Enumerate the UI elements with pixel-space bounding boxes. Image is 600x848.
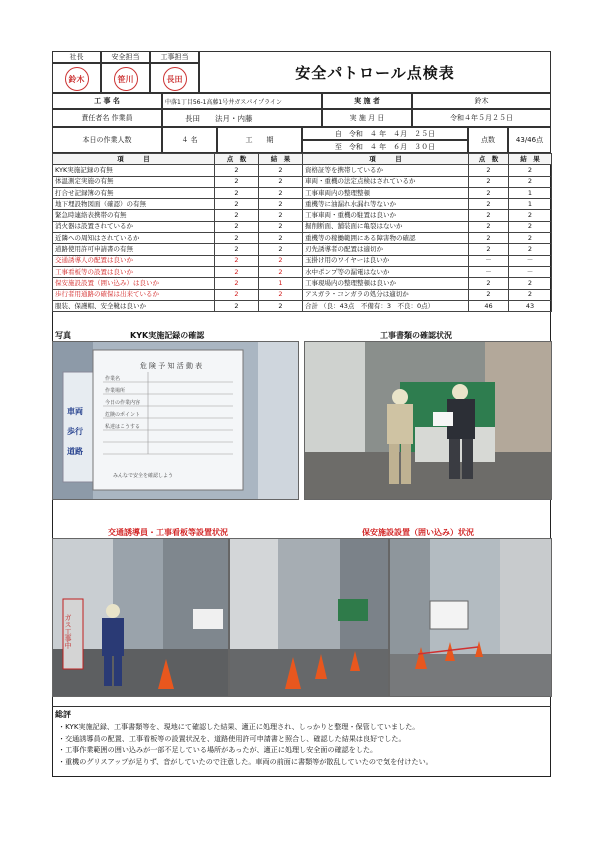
page-title: 安全パトロール点検表	[199, 51, 551, 93]
check-item-score: 2	[469, 176, 509, 187]
score-label: 点数	[468, 127, 508, 153]
table-row	[303, 244, 552, 255]
table-row	[53, 221, 303, 232]
board-row: 危険のポイント	[105, 412, 141, 418]
table-row	[303, 176, 552, 187]
check-item-label: 保安施設設置（囲い込み）は良いか	[53, 278, 215, 289]
photo-caption-documents: 工事書類の確認状況	[380, 331, 452, 340]
check-item-score: 2	[215, 176, 259, 187]
table-row	[53, 199, 303, 210]
board-row: 作業場所	[105, 388, 126, 394]
period-to: 至 令和 ４ 年 ６月 ３０日	[302, 140, 468, 153]
role-safety: 安全担当	[101, 51, 150, 63]
safety-enclosure-illustration	[390, 539, 551, 696]
total-row	[303, 300, 552, 311]
summary-line: ・重機のグリスアップが足りず、音がしていたので注意した。車両の前面に書類等が散乱していたので気を付けたい。	[58, 756, 433, 766]
table-row	[303, 221, 552, 232]
check-item-result: 2	[259, 165, 303, 176]
photo-document-check	[304, 341, 552, 500]
check-item-label: 地下埋設物図面（確認）の有無	[53, 199, 215, 210]
check-item-score: 2	[215, 221, 259, 232]
check-item-label: 重機等に油漏れ水漏れ等ないか	[303, 199, 469, 210]
check-item-score: 2	[215, 266, 259, 277]
summary-line: ・KYK実施記録、工事書類等を、現地にて確認した結果、適正に処理され、しっかりと整理・保管していました。	[58, 722, 420, 731]
photo-caption-traffic: 交通誘導員・工事看板等設置状況	[108, 528, 228, 537]
check-item-label: 工事車両内の整理整頓	[303, 187, 469, 198]
header-result: 結 果	[259, 154, 303, 165]
header-result: 結 果	[509, 154, 552, 165]
check-item-score: －	[469, 255, 509, 266]
check-item-label: 服装、保護帽、安全靴は良いか	[53, 300, 215, 311]
header-score: 点 数	[469, 154, 509, 165]
date-label: 実 施 月 日	[322, 109, 412, 127]
check-item-result: 2	[259, 300, 303, 311]
photo-safety-enclosure	[389, 538, 552, 697]
total-score: 46	[469, 300, 509, 311]
stamp-seal: 笹川	[114, 67, 138, 91]
total-result: 43	[509, 300, 552, 311]
check-item-result: 2	[259, 266, 303, 277]
summary-heading: 総評	[55, 710, 71, 719]
table-row	[303, 165, 552, 176]
check-item-result: －	[509, 266, 552, 277]
board-keyword: 車両	[67, 407, 83, 416]
check-item-score: －	[469, 266, 509, 277]
check-item-result: 2	[509, 165, 552, 176]
check-item-score: 2	[469, 233, 509, 244]
check-item-label: 玉掛け用のワイヤーは良いか	[303, 255, 469, 266]
check-item-score: 2	[469, 210, 509, 221]
table-row	[53, 233, 303, 244]
table-row	[53, 278, 303, 289]
check-item-label: 車両・重機の法定点検はされているか	[303, 176, 469, 187]
photo-traffic-guide	[52, 538, 229, 697]
check-item-result: 2	[259, 210, 303, 221]
check-item-label: KYK実施記録の有無	[53, 165, 215, 176]
table-row	[303, 266, 552, 277]
check-item-result: 2	[509, 289, 552, 300]
board-row: 私達はこうする	[105, 424, 141, 430]
table-row	[53, 210, 303, 221]
project-label: 工 事 名	[52, 93, 162, 109]
inspector-label: 実 施 者	[322, 93, 412, 109]
check-item-label: 水中ポンプ等の漏電はないか	[303, 266, 469, 277]
table-row	[53, 300, 303, 311]
checklist-left	[52, 153, 303, 312]
table-row	[53, 289, 303, 300]
table-row	[303, 289, 552, 300]
check-item-label: 道路使用許可申請書の有無	[53, 244, 215, 255]
check-item-result: 1	[509, 199, 552, 210]
check-item-label: 打合せ記録簿の有無	[53, 187, 215, 198]
summary-body	[58, 721, 433, 767]
check-item-score: 2	[469, 289, 509, 300]
board-keyword: 歩行	[67, 427, 83, 436]
check-item-result: 2	[509, 210, 552, 221]
manager-label: 責任者名 作業員	[52, 109, 162, 127]
check-item-result: 2	[509, 244, 552, 255]
check-item-result: 2	[509, 221, 552, 232]
check-item-result: 2	[259, 176, 303, 187]
check-item-score: 2	[469, 244, 509, 255]
workers-label: 本日の作業人数	[52, 127, 162, 153]
table-row	[53, 266, 303, 277]
check-item-result: 2	[259, 289, 303, 300]
check-item-result: 2	[509, 278, 552, 289]
check-item-result: 2	[259, 255, 303, 266]
project-value: 中落1丁目56-1高藤1号井ガスパイプライン	[162, 93, 322, 109]
workers-value: ４ 名	[162, 127, 217, 153]
score-value: 43/46点	[508, 127, 551, 153]
check-item-score: 2	[215, 289, 259, 300]
document-check-illustration	[305, 342, 551, 499]
checklist-right	[302, 153, 552, 312]
check-item-score: 2	[469, 187, 509, 198]
check-item-label: 交通誘導人の配置は良いか	[53, 255, 215, 266]
photo-section-label: 写真	[55, 331, 71, 340]
check-item-score: 2	[215, 210, 259, 221]
check-item-label: 工事現場内の整理整頓は良いか	[303, 278, 469, 289]
photo-fenced-road	[229, 538, 389, 697]
table-row	[303, 199, 552, 210]
check-item-label: 刃先誘導者の配置は適切か	[303, 244, 469, 255]
table-header-row	[53, 154, 303, 165]
check-item-score: 2	[215, 233, 259, 244]
table-row	[303, 233, 552, 244]
table-row	[53, 187, 303, 198]
stamp-cell-construction	[150, 63, 199, 93]
board-title: 危 険 予 知 活 動 表	[139, 362, 203, 370]
construction-sign-text: ガス工事中	[64, 614, 72, 649]
stamp-cell-president	[52, 63, 101, 93]
check-item-label: 歩行者用通路の確保は出来ているか	[53, 289, 215, 300]
check-item-label: 緊急時連絡表携帯の有無	[53, 210, 215, 221]
role-construction: 工事担当	[150, 51, 199, 63]
check-item-label: 近隣への周知はされているか	[53, 233, 215, 244]
photo-kyk-board	[52, 341, 299, 500]
check-item-score: 2	[215, 187, 259, 198]
check-item-result: 2	[509, 233, 552, 244]
check-item-score: 2	[215, 300, 259, 311]
kyk-board-illustration	[53, 342, 298, 499]
check-item-label: アスガラ・コンガラの処分は適切か	[303, 289, 469, 300]
check-item-score: 2	[469, 278, 509, 289]
check-item-result: 2	[259, 187, 303, 198]
stamp-seal: 長田	[163, 67, 187, 91]
table-row	[303, 187, 552, 198]
summary-line: ・工事作業範囲の囲い込みが一部不足している場所があったが、適正に処理し安全面の確認をした。	[58, 745, 378, 754]
check-item-score: 2	[215, 199, 259, 210]
board-slogan: みんなで安全を確認しよう	[113, 473, 174, 479]
check-item-result: 2	[259, 244, 303, 255]
total-label: 合計 （良：43点 不備有：3 不良：0点）	[303, 300, 469, 311]
check-item-score: 2	[469, 221, 509, 232]
summary-divider	[52, 706, 551, 707]
check-item-result: －	[509, 255, 552, 266]
table-row	[303, 210, 552, 221]
check-item-result: 2	[509, 176, 552, 187]
role-president: 社長	[52, 51, 101, 63]
check-item-result: 2	[259, 221, 303, 232]
period-from: 自 令和 ４ 年 ４月 ２５日	[302, 127, 468, 140]
date-value: 令和４年５月２５日	[412, 109, 551, 127]
check-item-label: 資格証等を携帯しているか	[303, 165, 469, 176]
check-item-score: 2	[215, 278, 259, 289]
check-item-result: 2	[259, 199, 303, 210]
table-row	[53, 244, 303, 255]
photo-caption-kyk: KYK実施記録の確認	[130, 331, 205, 340]
inspector-value: 鈴木	[412, 93, 551, 109]
fenced-road-illustration	[230, 539, 388, 696]
check-item-score: 2	[469, 199, 509, 210]
board-keyword: 道路	[67, 447, 83, 456]
table-header-row	[303, 154, 552, 165]
traffic-guide-illustration	[53, 539, 228, 696]
check-item-label: 掘削断面、舗装面に亀裂はないか	[303, 221, 469, 232]
check-item-score: 2	[215, 244, 259, 255]
board-row: 作業名	[105, 376, 121, 382]
header-score: 点 数	[215, 154, 259, 165]
check-item-result: 1	[509, 187, 552, 198]
table-row	[303, 278, 552, 289]
check-item-label: 工事看板等の設置は良いか	[53, 266, 215, 277]
summary-line: ・交通誘導員の配置、工事看板等の設置状況を、道路使用許可申請書と照合し、確認した結果は良好でした。	[58, 733, 406, 743]
stamp-seal: 鈴木	[65, 67, 89, 91]
check-item-label: 体温測定実施の有無	[53, 176, 215, 187]
table-row	[53, 176, 303, 187]
check-item-result: 2	[259, 233, 303, 244]
table-row	[303, 255, 552, 266]
photo-caption-fencing: 保安施設設置（囲い込み）状況	[362, 528, 474, 537]
table-row	[53, 165, 303, 176]
check-item-label: 消火器は設置されているか	[53, 221, 215, 232]
check-item-score: 2	[215, 255, 259, 266]
check-item-label: 工事車両・重機の駐置は良いか	[303, 210, 469, 221]
check-item-score: 2	[469, 165, 509, 176]
table-row	[53, 255, 303, 266]
board-row: 今日の作業内容	[105, 400, 141, 406]
check-item-score: 2	[215, 165, 259, 176]
check-item-result: 1	[259, 278, 303, 289]
check-item-label: 重機等の稼働範囲にある障害物の確認	[303, 233, 469, 244]
header-item: 項 目	[53, 154, 215, 165]
header-item: 項 目	[303, 154, 469, 165]
manager-value: 長田 法月・内藤	[162, 109, 322, 127]
period-label: 工 期	[217, 127, 302, 153]
stamp-cell-safety	[101, 63, 150, 93]
